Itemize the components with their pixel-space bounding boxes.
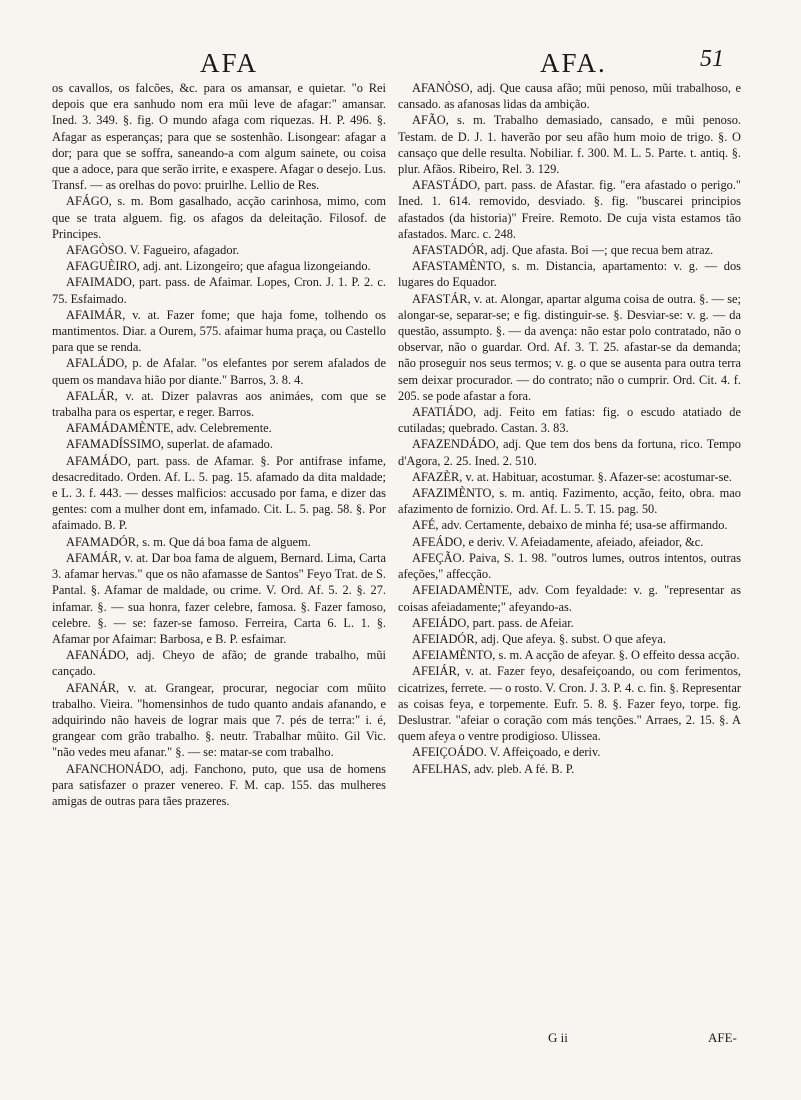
- dictionary-entry: AFEÁDO, e deriv. V. Afeiadamente, afeiado, afeiador, &c.: [412, 534, 704, 549]
- left-column: [52, 80, 386, 809]
- dictionary-entry: AFEIADAMÈNTE, adv. Com feyaldade: v. g. "representar as coisas afeiadamente;" afeyando-as.: [398, 583, 741, 614]
- dictionary-entry: AFELHAS, adv. pleb. A fé. B. P.: [412, 761, 575, 776]
- dictionary-entry: AFÃO, s. m. Trabalho demasiado, cansado, e mũi penoso. Testam. de D. J. 1. haverão por seu afão hum moio de trigo. §. O cansaço que delle resulta. Nobiliar. f. 300. M. L. 5. Parte. t. antiq. §. plur. Afãos. Ribeiro, Rel. 3. 129.: [398, 113, 741, 177]
- dictionary-entry: AFASTADÓR, adj. Que afasta. Boi —; que recua bem atraz.: [412, 243, 714, 258]
- dictionary-entry: AFAIMÁR, v. at. Fazer fome; que haja fome, tolhendo os mantimentos. Diar. a Ourem, 575. afaimar huma praça, ou Castello para que se renda.: [52, 307, 386, 355]
- dictionary-entry: AFALÁDO, p. de Afalar. "os elefantes por serem afalados de quem os mandava hião por diante." Barros, 3. 8. 4.: [52, 356, 386, 387]
- dictionary-entry: AFANÒSO, adj. Que causa afão; mũi penoso, mũi trabalhoso, e cansado. as afanosas lidas da ambição.: [398, 81, 741, 112]
- running-head-left: AFA: [200, 48, 259, 78]
- running-head-right: AFA.: [540, 48, 607, 78]
- dictionary-entry: AFASTÁR, v. at. Alongar, apartar alguma coisa de outra. §. — se; alongar-se, separar-se; e fig. distinguir-se. §. Desviar-se: v. g. — da questão, assumpto. §. — da avença: não estar polo contratado, não o observar, não o guardar. Ord. Af. 3. T. 25. afastar-se da demanda; não proseguir nos seus termos; v. g. o que se ausenta para outra terra sem deixar procurador. — do contrato; não o cumprir. Ord. Cit. 4. f. 205. se pode afastar a fora.: [398, 291, 741, 403]
- dictionary-entry: AFAZIMÈNTO, s. m. antiq. Fazimento, acção, feito, obra. mao afazimento de fornizio. Ord. Af. L. 5. T. 15. pag. 50.: [398, 486, 741, 517]
- dictionary-entry: AFANÁR, v. at. Grangear, procurar, negociar com mũito trabalho. Vieira. "homensinhos de tudo quanto andais afanando, e adquirindo não haveis de lograr mais que 7. pés de terra:" i. é, grangear com grão trabalho. §. neutr. Trabalhar mũito. Gil Vic. "não vedes meu afanar." §. — se: matar-se com trabalho.: [52, 680, 386, 760]
- dictionary-entry: AFEIADÓR, adj. Que afeya. §. subst. O que afeya.: [412, 631, 666, 646]
- dictionary-entry: AFEIÁR, v. at. Fazer feyo, desafeiçoando, ou com ferimentos, cicatrizes, ferrete. — o rosto. V. Cron. J. 3. P. 4. c. fin. §. Representar as coisas feya, e torpemente. Eufr. 5. 8. §. Fazer feyo, torpe. fig. Deslustrar. "afeiar o coração com más tenções." Arraes, 2. 15. §. A quem afeya o ventre prodigioso. Ulissea.: [398, 664, 741, 744]
- dictionary-entry: AFAMÁDAMÈNTE, adv. Celebremente.: [66, 421, 272, 436]
- dictionary-entry: AFANCHONÁDO, adj. Fanchono, puto, que usa de homens para satisfazer o prazer venereo. F. M. cap. 155. das mulheres amigas de outras para tães prazeres.: [52, 761, 386, 808]
- catchword: AFE-: [708, 1030, 737, 1045]
- dictionary-entry: AFAIMADO, part. pass. de Afaimar. Lopes, Cron. J. 1. P. 2. c. 75. Esfaimado.: [52, 275, 386, 306]
- dictionary-entry: AFASTÁDO, part. pass. de Afastar. fig. "era afastado o perigo." Ined. 1. 614. removido, desviado. §. fig. "buscarei principios afastados (da historia)" Freire. Remoto. De cuja vista estamos tão afastados. Marc. c. 248.: [398, 178, 741, 241]
- dictionary-entry: AFALÁR, v. at. Dizer palavras aos animáes, com que se trabalha para os espertar, e reger. Barros.: [52, 388, 386, 420]
- dictionary-entry: AFAZENDÁDO, adj. Que tem dos bens da fortuna, rico. Tempo d'Agora, 2. 25. Ined. 2. 510.: [398, 437, 741, 468]
- dictionary-entry: AFEIAMÈNTO, s. m. A acção de afeyar. §. O effeito dessa acção.: [412, 648, 740, 663]
- dictionary-entry: AFAMADÍSSIMO, superlat. de afamado.: [66, 437, 273, 452]
- page-number: 51: [700, 46, 724, 72]
- dictionary-entry: AFAMÁDO, part. pass. de Afamar. §. Por antifrase infame, desacreditado. Orden. Af. L. 5. pag. 15. afamado da dita maldade; e L. 3. f. 443. — desses malficios: accusado por fama, e dizer das gentes: com a mulher dont em, infamado. Cit. L. 5. pag. 58. §. Por afaimado. B. P.: [52, 453, 386, 533]
- signature-mark: G ii: [548, 1030, 568, 1045]
- dictionary-entry: AFEÇÃO. Paiva, S. 1. 98. "outros lumes, outros intentos, outras afeções," affecção.: [398, 550, 741, 582]
- dictionary-entry: AFÉ, adv. Certamente, debaixo de minha fé; usa-se affirmando.: [412, 518, 728, 533]
- dictionary-entry: AFÁGO, s. m. Bom gasalhado, acção carinhosa, mimo, com que se trata alguem. fig. os afagos da deleitação. Filosof. de Principes.: [52, 194, 386, 241]
- dictionary-entry: AFANÁDO, adj. Cheyo de afão; de grande trabalho, mũi cançado.: [52, 648, 386, 679]
- dictionary-entry: AFAZÈR, v. at. Habituar, acostumar. §. Afazer-se: acostumar-se.: [412, 469, 733, 484]
- dictionary-entry: AFAGÒSO. V. Fagueiro, afagador.: [66, 243, 240, 258]
- dictionary-entry: os cavallos, os falcões, &c. para os amansar, e quietar. "o Rei depois que era sanhudo nom era mũi leve de afagar:" amansar. Ined. 3. 349. §. fig. O mundo afaga com riquezas. H. P. 496. §. Afagar as esperanças; para que se sostenhão. Lisongear: afagar a dor; para que se soffra, saneando-a com algum sainete, ou coisa que a adoce, para que serão irrite, e exaspere. Afagar o desejo. Lus. Transf. — as orelhas do povo: pruirlhe. Lellio de Res.: [52, 81, 386, 193]
- dictionary-entry: AFATIÁDO, adj. Feito em fatias: fig. o escudo atatiado de cutiladas; quebrado. Castan. 3. 83.: [398, 405, 741, 436]
- dictionary-entry: AFAMADÓR, s. m. Que dá boa fama de alguem.: [66, 534, 311, 549]
- right-column: [398, 80, 741, 777]
- dictionary-entry: AFASTAMÈNTO, s. m. Distancia, apartamento: v. g. — dos lugares do Equador.: [398, 259, 741, 290]
- dictionary-entry: AFAGUÈIRO, adj. ant. Lizongeiro; que afagua lizongeiando.: [66, 259, 371, 274]
- dictionary-entry: AFEIÁDO, part. pass. de Afeiar.: [412, 615, 574, 630]
- dictionary-entry: AFEIÇOÁDO. V. Affeiçoado, e deriv.: [412, 745, 601, 760]
- dictionary-entry: AFAMÁR, v. at. Dar boa fama de alguem, Bernard. Lima, Carta 3. afamar hervas." que os não afamasse de Santos" Feyo Trat. de S. Pantal. §. Afamar de maldade, ou crime. V. Ord. Af. 5. 2. §. 27. infamar. §. — sua honra, fazer celebre, famosa. §. Fazer famoso, celebre. §. — se: fazer-se famoso. Ferreira, Carta 6. L. 1. §. Afamar por Afaimar: Barbosa, e B. P. esfaimar.: [52, 550, 386, 646]
